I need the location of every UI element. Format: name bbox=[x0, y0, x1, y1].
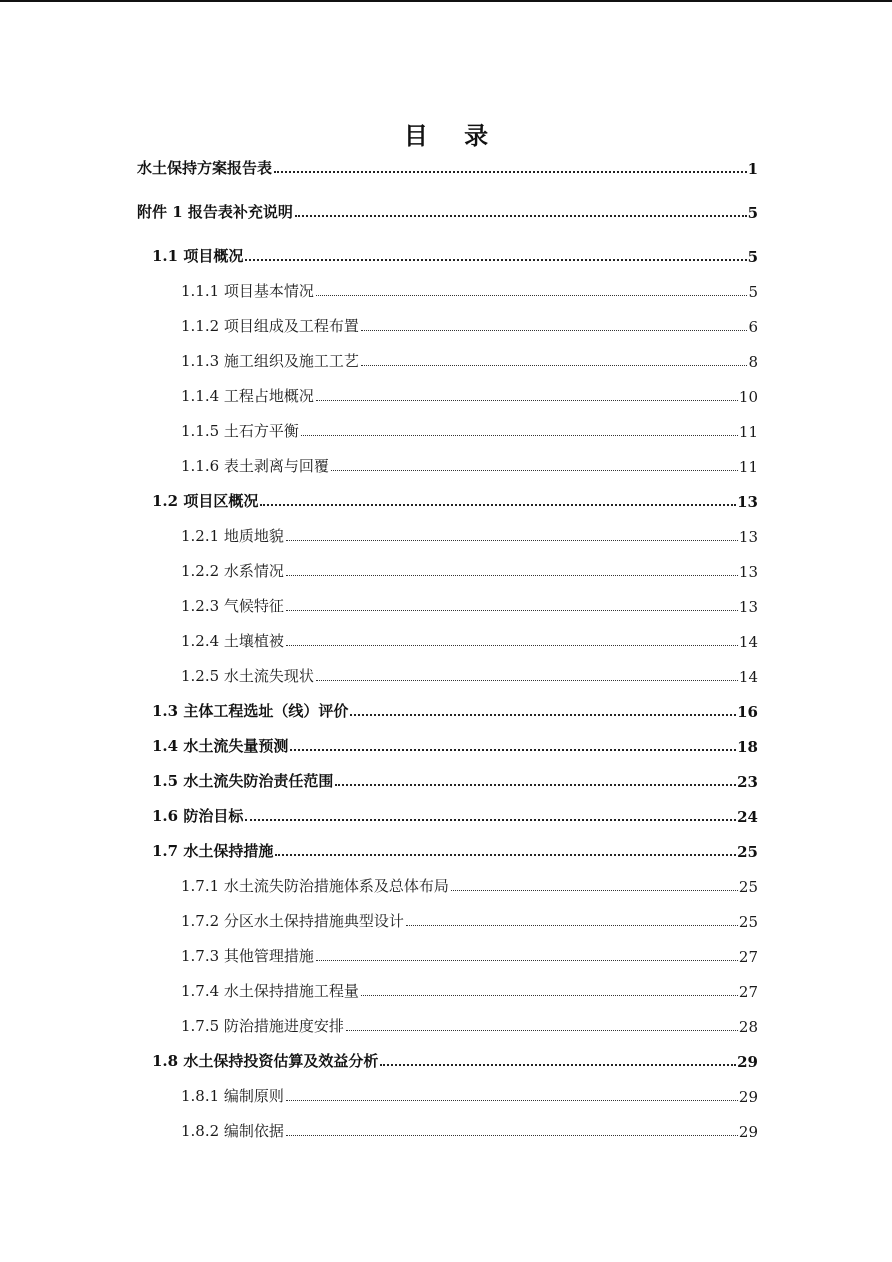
toc-entry-page-number: 1 bbox=[747, 160, 758, 178]
toc-entry-page-number: 16 bbox=[737, 703, 758, 721]
dot-leader bbox=[350, 714, 736, 716]
toc-entry-page-number: 10 bbox=[738, 388, 758, 406]
toc-entry-label: 1.1.1 项目基本情况 bbox=[181, 282, 314, 300]
toc-entry-page-number: 18 bbox=[737, 738, 758, 756]
toc-entry-label: 1.1.5 土石方平衡 bbox=[181, 422, 299, 440]
toc-entry[interactable] bbox=[181, 942, 758, 966]
toc-entry[interactable] bbox=[181, 872, 758, 896]
dot-leader bbox=[316, 960, 738, 961]
dot-leader bbox=[286, 645, 738, 646]
dot-leader bbox=[295, 215, 747, 217]
toc-entry-page-number: 13 bbox=[738, 563, 758, 581]
toc-entry[interactable] bbox=[152, 242, 758, 266]
dot-leader bbox=[361, 365, 748, 366]
toc-entry-page-number: 5 bbox=[747, 204, 758, 222]
dot-leader bbox=[335, 784, 736, 786]
toc-entry-page-number: 14 bbox=[738, 633, 758, 651]
toc-entry[interactable] bbox=[181, 977, 758, 1001]
toc-entry[interactable] bbox=[152, 802, 758, 826]
toc-entry[interactable] bbox=[181, 382, 758, 406]
toc-entry-page-number: 27 bbox=[738, 983, 758, 1001]
toc-entry-label: 1.7 水土保持措施 bbox=[152, 842, 274, 860]
toc-entry[interactable] bbox=[181, 1012, 758, 1036]
toc-entry-label: 1.2.2 水系情况 bbox=[181, 562, 284, 580]
dot-leader bbox=[286, 540, 738, 541]
dot-leader bbox=[361, 995, 738, 996]
dot-leader bbox=[286, 575, 738, 576]
toc-entry-page-number: 13 bbox=[738, 528, 758, 546]
dot-leader bbox=[331, 470, 738, 471]
toc-entry[interactable] bbox=[181, 907, 758, 931]
toc-entry[interactable] bbox=[181, 627, 758, 651]
toc-entry-label: 1.2 项目区概况 bbox=[152, 492, 259, 510]
toc-entry[interactable] bbox=[181, 592, 758, 616]
toc-entry-label: 1.2.5 水土流失现状 bbox=[181, 667, 314, 685]
toc-entry-label: 1.8.2 编制依据 bbox=[181, 1122, 284, 1140]
dot-leader bbox=[286, 1100, 738, 1101]
toc-entry-label: 1.1 项目概况 bbox=[152, 247, 244, 265]
toc-entry-label: 1.3 主体工程选址（线）评价 bbox=[152, 702, 349, 720]
toc-entry-page-number: 25 bbox=[737, 843, 758, 861]
dot-leader bbox=[361, 330, 748, 331]
toc-entry-page-number: 25 bbox=[738, 913, 758, 931]
toc-entry-label: 1.8.1 编制原则 bbox=[181, 1087, 284, 1105]
toc-entry-page-number: 5 bbox=[748, 283, 758, 301]
toc-entry[interactable] bbox=[181, 312, 758, 336]
toc-entry-label: 1.7.2 分区水土保持措施典型设计 bbox=[181, 912, 404, 930]
toc-entry[interactable] bbox=[152, 767, 758, 791]
dot-leader bbox=[316, 295, 748, 296]
toc-entry-page-number: 13 bbox=[737, 493, 758, 511]
toc-entry-page-number: 24 bbox=[737, 808, 758, 826]
toc-entry[interactable] bbox=[137, 198, 758, 222]
toc-entry-page-number: 25 bbox=[738, 878, 758, 896]
toc-entry-page-number: 29 bbox=[737, 1053, 758, 1071]
dot-leader bbox=[286, 1135, 738, 1136]
toc-entry[interactable] bbox=[152, 487, 758, 511]
toc-entry[interactable] bbox=[181, 1117, 758, 1141]
toc-entry-page-number: 13 bbox=[738, 598, 758, 616]
toc-entry[interactable] bbox=[152, 732, 758, 756]
toc-entry-label: 1.6 防治目标 bbox=[152, 807, 244, 825]
toc-entry[interactable] bbox=[181, 417, 758, 441]
toc-entry[interactable] bbox=[181, 347, 758, 371]
dot-leader bbox=[346, 1030, 738, 1031]
toc-entry[interactable] bbox=[181, 662, 758, 686]
dot-leader bbox=[316, 400, 738, 401]
toc-entry-page-number: 29 bbox=[738, 1123, 758, 1141]
top-border-line bbox=[0, 0, 892, 2]
toc-entry[interactable] bbox=[152, 1047, 758, 1071]
dot-leader bbox=[245, 819, 736, 821]
toc-entry-label: 1.2.4 土壤植被 bbox=[181, 632, 284, 650]
toc-entry-label: 1.7.4 水土保持措施工程量 bbox=[181, 982, 359, 1000]
dot-leader bbox=[245, 259, 746, 261]
dot-leader bbox=[380, 1064, 736, 1066]
dot-leader bbox=[274, 171, 747, 173]
toc-entry-label: 1.2.3 气候特征 bbox=[181, 597, 284, 615]
toc-entry[interactable] bbox=[152, 837, 758, 861]
toc-entry-label: 1.1.4 工程占地概况 bbox=[181, 387, 314, 405]
toc-entry-page-number: 29 bbox=[738, 1088, 758, 1106]
toc-entry[interactable] bbox=[181, 522, 758, 546]
toc-entry-label: 1.8 水土保持投资估算及效益分析 bbox=[152, 1052, 379, 1070]
toc-entry-page-number: 11 bbox=[738, 423, 758, 441]
dot-leader bbox=[406, 925, 738, 926]
dot-leader bbox=[301, 435, 738, 436]
page-title: 目 录 bbox=[403, 121, 503, 150]
dot-leader bbox=[275, 854, 736, 856]
toc-entry-label: 1.1.2 项目组成及工程布置 bbox=[181, 317, 359, 335]
toc-entry-page-number: 6 bbox=[748, 318, 758, 336]
dot-leader bbox=[451, 890, 738, 891]
toc-entry-label: 1.1.6 表土剥离与回覆 bbox=[181, 457, 329, 475]
toc-entry-page-number: 14 bbox=[738, 668, 758, 686]
toc-entry-page-number: 5 bbox=[747, 248, 758, 266]
toc-entry[interactable] bbox=[181, 452, 758, 476]
toc-entry[interactable] bbox=[181, 1082, 758, 1106]
toc-entry[interactable] bbox=[181, 277, 758, 301]
toc-entry-label: 1.4 水土流失量预测 bbox=[152, 737, 289, 755]
toc-entry[interactable] bbox=[181, 557, 758, 581]
toc-entry-label: 1.7.3 其他管理措施 bbox=[181, 947, 314, 965]
dot-leader bbox=[316, 680, 738, 681]
toc-entry[interactable] bbox=[152, 697, 758, 721]
toc-entry-label: 附件 1 报告表补充说明 bbox=[137, 203, 293, 221]
toc-entry-label: 1.7.5 防治措施进度安排 bbox=[181, 1017, 344, 1035]
toc-entry[interactable] bbox=[137, 154, 758, 178]
toc-entry-page-number: 28 bbox=[738, 1018, 758, 1036]
dot-leader bbox=[286, 610, 738, 611]
toc-entry-label: 1.1.3 施工组织及施工工艺 bbox=[181, 352, 359, 370]
toc-entry-label: 1.5 水土流失防治责任范围 bbox=[152, 772, 334, 790]
dot-leader bbox=[290, 749, 736, 751]
toc-entry-label: 水土保持方案报告表 bbox=[137, 159, 273, 177]
dot-leader bbox=[260, 504, 736, 506]
toc-entry-page-number: 8 bbox=[748, 353, 758, 371]
toc-entry-label: 1.2.1 地质地貌 bbox=[181, 527, 284, 545]
toc-entry-page-number: 11 bbox=[738, 458, 758, 476]
toc-entry-page-number: 23 bbox=[737, 773, 758, 791]
toc-entry-label: 1.7.1 水土流失防治措施体系及总体布局 bbox=[181, 877, 449, 895]
toc-entry-page-number: 27 bbox=[738, 948, 758, 966]
